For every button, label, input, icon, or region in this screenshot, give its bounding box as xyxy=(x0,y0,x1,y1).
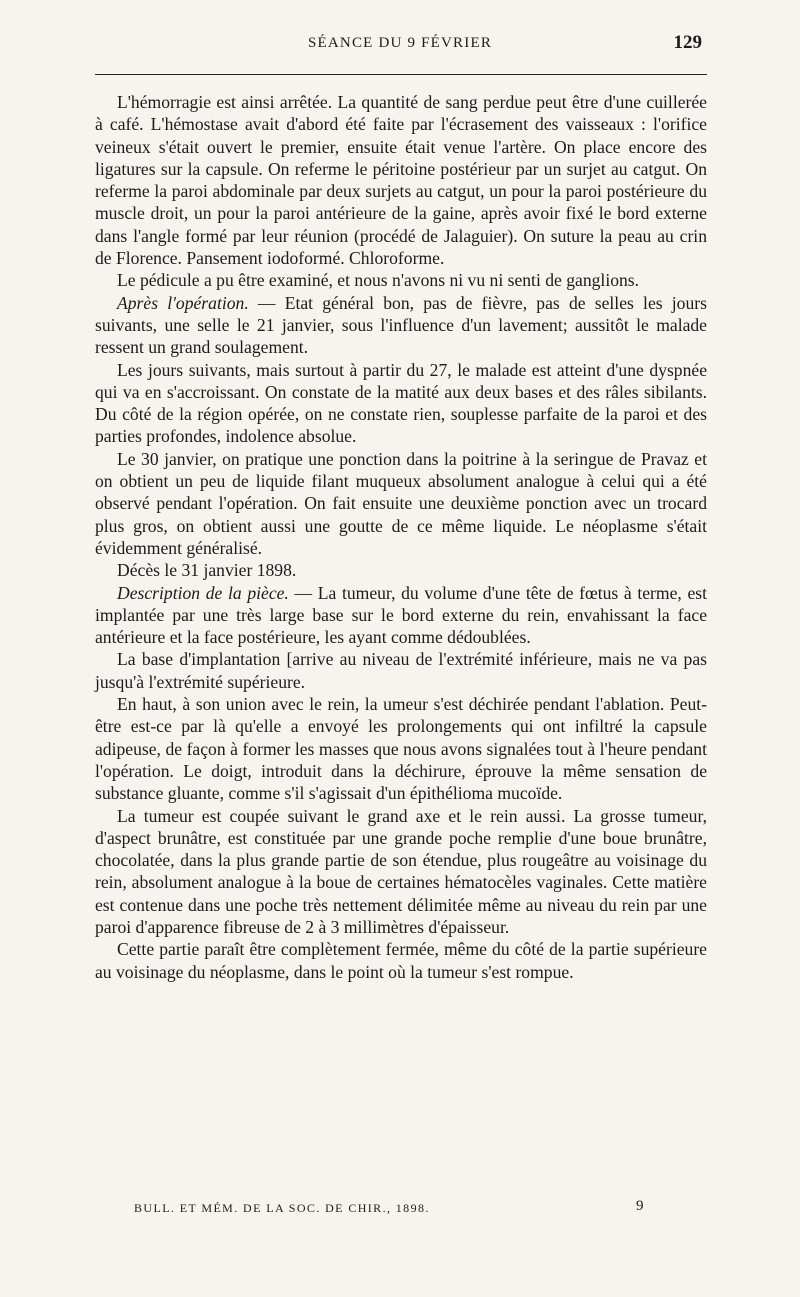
body-text xyxy=(95,91,707,983)
signature-mark: 9 xyxy=(636,1198,644,1214)
paragraph xyxy=(95,292,707,359)
paragraph-text: Le pédicule a pu être examiné, et nous n'avons ni vu ni senti de ganglions. xyxy=(117,270,640,291)
paragraph-text: Cette partie paraît être complètement fermée, même du côté de la partie supérieure au voisinage du néoplasme, dans le point où la tumeur s'est rompue. xyxy=(95,939,707,982)
paragraph-text: Les jours suivants, mais surtout à partir du 27, le malade est atteint d'une dyspnée qui va en s'accroissant. On constate de la matité aux deux bases et des râles sibilants. Du côté de la région opérée, on ne constate rien, souplesse parfaite de la paroi et des parties profondes, indolence absolue. xyxy=(95,359,707,447)
paragraph xyxy=(95,269,707,291)
page-number: 129 xyxy=(673,32,702,53)
paragraph-text: En haut, à son union avec le rein, la umeur s'est déchirée pendant l'ablation. Peut-être est-ce par là qu'elle a envoyé les prolongements qui ont infiltré la capsule adipeuse, de façon à former les masses que nous avons signalées tout à l'heure pendant l'opération. Le doigt, introduit dans la déchirure, éprouve la même sensation de substance gluante, comme s'il s'agissait d'un épithélioma mucoïde. xyxy=(95,694,707,804)
paragraph xyxy=(95,359,707,448)
paragraph xyxy=(95,582,707,649)
paragraph xyxy=(95,559,707,581)
paragraph xyxy=(95,91,707,269)
header-rule xyxy=(95,74,707,75)
running-header: SÉANCE DU 9 FÉVRIER xyxy=(307,35,493,51)
paragraph xyxy=(95,693,707,804)
paragraph-lead: Description de la pièce. xyxy=(117,582,289,603)
paragraph xyxy=(95,448,707,559)
paragraph xyxy=(95,648,707,693)
paragraph xyxy=(95,938,707,983)
paragraph-lead: Après l'opération. xyxy=(117,292,249,313)
paragraph-text: Décès le 31 janvier 1898. xyxy=(117,560,297,581)
paragraph-text: Le 30 janvier, on pratique une ponction dans la poitrine à la seringue de Pravaz et on obtient un peu de liquide filant muqueux absolument analogue à celui qui a été observé pendant l'opération. On fait ensuite une deuxième ponction avec un trocard plus gros, on obtient aussi une goutte de ce même liquide. Le néoplasme s'était évidemment généralisé. xyxy=(95,448,707,558)
paragraph-text: L'hémorragie est ainsi arrêtée. La quantité de sang perdue peut être d'une cuillerée à café. L'hémostase avait d'abord été faite par l'écrasement des vaisseaux : l'orifice veineux s'était ouvert le premier, ensuite était venue l'artère. On place encore des ligatures sur la capsule. On referme le péritoine postérieur par un surjet au catgut. On referme la paroi abdominale par deux surjets au catgut, un pour la paroi postérieure du muscle droit, un pour la paroi antérieure de la gaine, après avoir fixé le bord externe dans l'angle formé par leur réunion (procédé de Jalaguier). On suture la peau au crin de Florence. Pansement iodoformé. Chloroforme. xyxy=(95,92,707,269)
paragraph-text: — Etat général bon, pas de fièvre, pas de selles les jours suivants, une selle le 21 janvier, sous l'influence d'un lavement; aussitôt le malade ressent un grand soulagement. xyxy=(95,292,707,358)
paragraph xyxy=(95,805,707,939)
footer-citation: BULL. ET MÉM. DE LA SOC. DE CHIR., 1898. xyxy=(134,1201,430,1215)
paragraph-text: La base d'implantation [arrive au niveau de l'extrémité inférieure, mais ne va pas jusqu'à l'extrémité supérieure. xyxy=(95,649,707,692)
paragraph-text: — La tumeur, du volume d'une tête de fœtus à terme, est implantée par une très large base sur le bord externe du rein, envahissant la face antérieure et la face postérieure, les ayant comme dédoublées. xyxy=(95,582,707,648)
paragraph-text: La tumeur est coupée suivant le grand axe et le rein aussi. La grosse tumeur, d'aspect brunâtre, est constituée par une grande poche remplie d'une boue brunâtre, chocolatée, dans la plus grande partie de son étendue, plus rougeâtre au voisinage du rein, absolument analogue à la boue de certaines hématocèles vaginales. Cette matière est contenue dans une poche très nettement délimitée même au niveau du rein par une paroi d'apparence fibreuse de 2 à 3 millimètres d'épaisseur. xyxy=(95,805,707,937)
